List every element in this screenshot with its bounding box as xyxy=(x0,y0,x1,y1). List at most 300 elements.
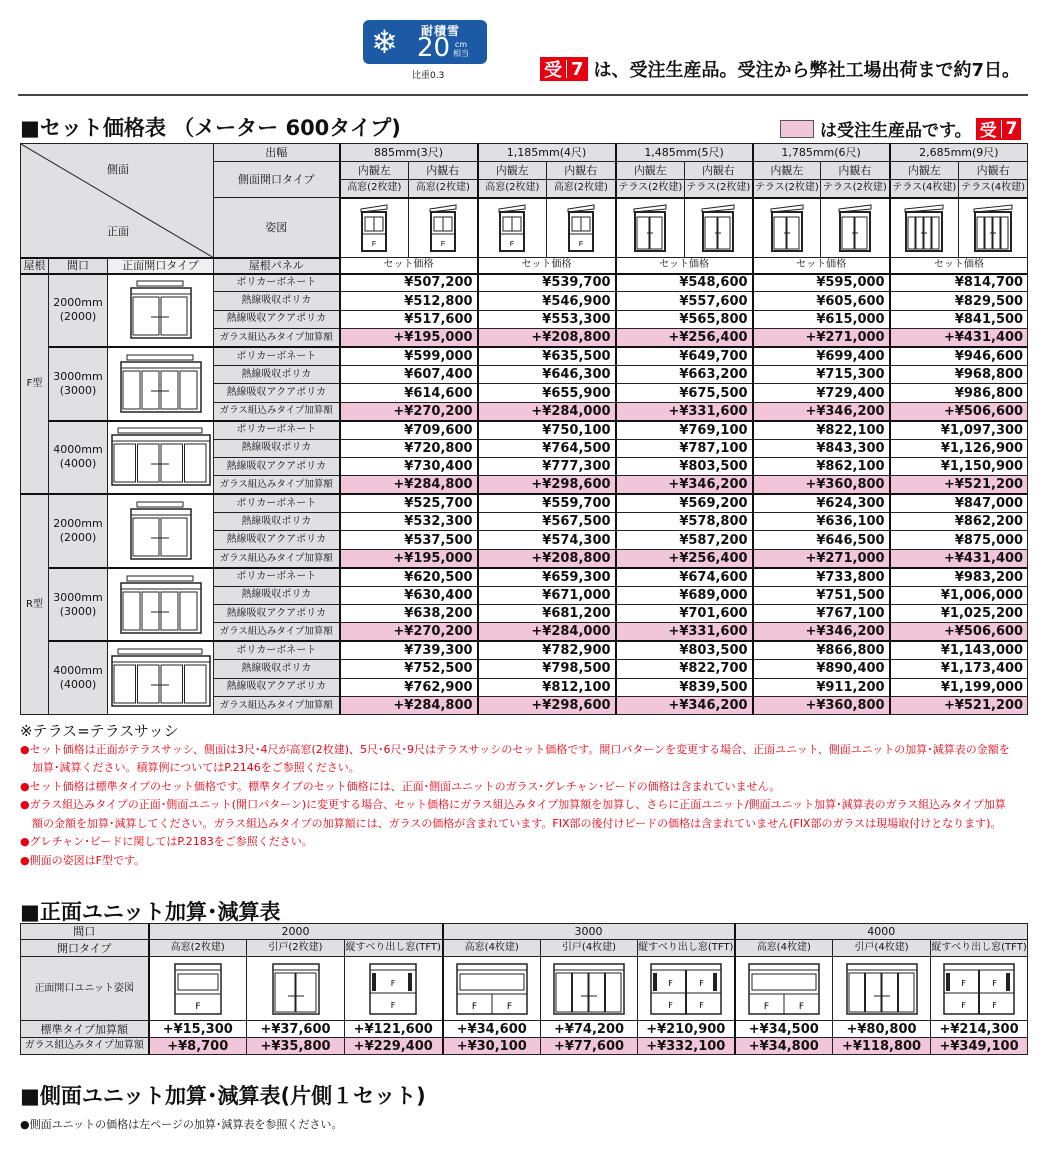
note-line: ●グレチャン･ビードに関してはP.2183をご参照ください。 xyxy=(20,835,313,848)
standard-price: +¥37,600 xyxy=(247,1021,345,1038)
roof-panel-label: ポリカーボネート xyxy=(214,421,340,439)
price-cell: ¥1,150,900 xyxy=(890,457,1028,475)
snow-load-value: 20 xyxy=(417,33,451,63)
price-cell: ¥525,700 xyxy=(340,494,478,512)
side-opening-type: テラス(2枚建) xyxy=(821,180,890,198)
svg-text:F: F xyxy=(578,240,583,248)
price-cell: +¥346,200 xyxy=(753,402,890,420)
price-cell: ¥607,400 xyxy=(340,365,478,383)
made-to-order-text: は、受注生産品。受注から弊社工場出荷まで約7日。 xyxy=(593,60,1021,81)
made-to-order-badge: 受 7 xyxy=(540,57,588,81)
price-cell: ¥565,800 xyxy=(616,310,753,328)
svg-text:F: F xyxy=(961,978,966,988)
roof-panel-label: ポリカーボネート xyxy=(214,568,340,586)
roof-panel-label: ポリカーボネート xyxy=(214,274,340,292)
snow-load-label: 耐積雪 xyxy=(421,24,461,38)
price-cell: ¥769,100 xyxy=(616,421,753,439)
price-cell: ¥646,500 xyxy=(753,531,890,549)
price-cell: ¥822,700 xyxy=(616,660,753,678)
price-cell: ¥559,700 xyxy=(478,494,616,512)
side-direction: 内観左 xyxy=(340,162,409,180)
price-cell: ¥649,700 xyxy=(616,347,753,365)
price-cell: ¥689,000 xyxy=(616,586,753,604)
notes xyxy=(20,722,1030,870)
legend-text: は受注生産品です。 xyxy=(820,121,972,141)
side-unit-note: ●側面ユニットの価格は左ページの加算･減算表を参照ください。 xyxy=(20,1118,343,1131)
standard-price: +¥214,300 xyxy=(931,1021,1028,1038)
price-cell: ¥699,400 xyxy=(753,347,890,365)
frontage-cell: 4000mm (4000) xyxy=(49,641,108,715)
price-cell: ¥701,600 xyxy=(616,605,753,623)
unit-elevation-figure xyxy=(345,957,443,1021)
price-cell: +¥298,600 xyxy=(478,696,616,714)
price-cell: ¥911,200 xyxy=(753,678,890,696)
glass-price: +¥35,800 xyxy=(247,1038,345,1055)
price-cell: ¥812,100 xyxy=(478,678,616,696)
roof-type: R型 xyxy=(21,494,49,715)
side-type-label: 側面開口タイプ xyxy=(214,162,340,198)
price-cell: ¥567,500 xyxy=(478,513,616,531)
price-cell: ¥675,500 xyxy=(616,384,753,402)
width-header: 2,685mm(9尺) xyxy=(890,144,1028,162)
snow-load-badge xyxy=(363,20,487,64)
side-elevation-figure xyxy=(821,198,890,258)
roof-panel-label: ガラス組込みタイプ加算額 xyxy=(214,623,340,641)
side-direction: 内観右 xyxy=(409,162,478,180)
glass-price: +¥8,700 xyxy=(149,1038,247,1055)
side-direction: 内観右 xyxy=(685,162,753,180)
side-elevation-figure xyxy=(890,198,959,258)
price-cell: ¥624,300 xyxy=(753,494,890,512)
price-cell: ¥720,800 xyxy=(340,439,478,457)
price-cell: +¥256,400 xyxy=(616,329,753,347)
price-row xyxy=(21,568,1028,586)
glass-price: +¥349,100 xyxy=(931,1038,1028,1055)
svg-text:F: F xyxy=(961,1000,966,1010)
standard-price: +¥80,800 xyxy=(833,1021,931,1038)
svg-text:F: F xyxy=(698,978,704,988)
glass-price: +¥229,400 xyxy=(345,1038,443,1055)
price-cell: +¥271,000 xyxy=(753,329,890,347)
svg-text:F: F xyxy=(992,978,997,988)
price-cell: ¥847,000 xyxy=(890,494,1028,512)
unit-elevation-figure xyxy=(931,957,1028,1021)
unit-figure-label: 正面開口ユニット姿図 xyxy=(21,957,149,1021)
price-cell: ¥614,600 xyxy=(340,384,478,402)
set-price-table xyxy=(20,143,1028,715)
roof-panel-label: 熱線吸収ポリカ xyxy=(214,292,340,310)
divider xyxy=(18,94,1028,96)
price-cell: ¥1,097,300 xyxy=(890,421,1028,439)
price-cell: ¥767,100 xyxy=(753,605,890,623)
svg-text:F: F xyxy=(195,1001,201,1012)
terrace-note: ※テラス=テラスサッシ xyxy=(20,722,179,740)
roof-type: F型 xyxy=(21,274,49,495)
roof-panel-label: 熱線吸収アクアポリカ xyxy=(214,531,340,549)
price-cell: +¥521,200 xyxy=(890,476,1028,494)
price-cell: ¥646,300 xyxy=(478,365,616,383)
price-cell: ¥777,300 xyxy=(478,457,616,475)
roof-panel-label: ガラス組込みタイプ加算額 xyxy=(214,549,340,567)
price-cell: ¥875,000 xyxy=(890,531,1028,549)
side-opening-type: 高窓(2枚建) xyxy=(547,180,616,198)
svg-text:F: F xyxy=(992,1000,997,1010)
panel-header: 屋根パネル xyxy=(214,258,340,274)
svg-text:F: F xyxy=(390,1000,396,1010)
price-cell: ¥630,400 xyxy=(340,586,478,604)
svg-text:F: F xyxy=(372,240,377,248)
standard-label: 標準タイプ加算額 xyxy=(21,1021,149,1038)
frontage-cell: 2000mm (2000) xyxy=(49,274,108,348)
price-cell: ¥729,400 xyxy=(753,384,890,402)
side-direction: 内観左 xyxy=(616,162,685,180)
side-label: 側面 xyxy=(107,163,129,176)
svg-text:F: F xyxy=(440,240,445,248)
price-cell: ¥862,200 xyxy=(890,513,1028,531)
glass-price: +¥30,100 xyxy=(443,1038,541,1055)
glass-price: +¥77,600 xyxy=(541,1038,638,1055)
side-direction: 内観左 xyxy=(753,162,821,180)
price-cell: +¥506,600 xyxy=(890,402,1028,420)
price-cell: ¥798,500 xyxy=(478,660,616,678)
front-elevation-figure xyxy=(108,494,214,568)
price-cell: ¥814,700 xyxy=(890,274,1028,292)
price-cell: +¥298,600 xyxy=(478,476,616,494)
note-line: ●ガラス組込みタイプの正面･側面ユニット(開口パターン)に変更する場合、セット価格にガラス組込みタイプ加算額を加算し、さらに正面ユニット/側面ユニット加算･減算表のガラス組込みタイプ加算 xyxy=(20,798,1006,811)
pink-legend xyxy=(780,116,1021,141)
price-cell: ¥841,500 xyxy=(890,310,1028,328)
note-line: ●セット価格は正面がテラスサッシ、側面は3尺･4尺が高窓(2枚建)、5尺･6尺･9尺はテラスサッシのセット価格です。開口パターンを変更する場合、正面ユニット、側面ユニットの加算･減算表の金額を xyxy=(20,742,1010,756)
price-cell: ¥620,500 xyxy=(340,568,478,586)
price-row xyxy=(21,494,1028,512)
price-cell: ¥782,900 xyxy=(478,641,616,659)
side-direction: 内観右 xyxy=(547,162,616,180)
corner-cell xyxy=(21,144,214,258)
price-row xyxy=(21,421,1028,439)
price-cell: ¥762,900 xyxy=(340,678,478,696)
front-unit-title: ■正面ユニット加算･減算表 xyxy=(20,900,281,924)
frontage-label: 間口 xyxy=(21,924,149,940)
price-cell: +¥360,800 xyxy=(753,696,890,714)
price-cell: ¥635,500 xyxy=(478,347,616,365)
front-elevation-figure xyxy=(108,568,214,642)
price-cell: ¥681,200 xyxy=(478,605,616,623)
roof-panel-label: ガラス組込みタイプ加算額 xyxy=(214,329,340,347)
price-cell: ¥1,006,000 xyxy=(890,586,1028,604)
set-price-header: セット価格 xyxy=(753,258,890,274)
price-cell: ¥751,500 xyxy=(753,586,890,604)
made-to-order-badge: 受 7 xyxy=(976,118,1022,140)
price-cell: +¥331,600 xyxy=(616,623,753,641)
price-cell: ¥946,600 xyxy=(890,347,1028,365)
roof-panel-label: 熱線吸収アクアポリカ xyxy=(214,605,340,623)
price-cell: +¥331,600 xyxy=(616,402,753,420)
price-cell: +¥284,000 xyxy=(478,623,616,641)
price-cell: ¥1,199,000 xyxy=(890,678,1028,696)
price-cell: +¥284,800 xyxy=(340,476,478,494)
unit-elevation-figure xyxy=(638,957,735,1021)
side-elevation-figure xyxy=(547,198,616,258)
pink-swatch xyxy=(780,120,814,138)
price-cell: +¥208,800 xyxy=(478,549,616,567)
price-cell: ¥553,300 xyxy=(478,310,616,328)
price-cell: +¥270,200 xyxy=(340,623,478,641)
roof-panel-label: ポリカーボネート xyxy=(214,641,340,659)
glass-price: +¥34,800 xyxy=(735,1038,833,1055)
note-line: 額の金額を加算･減算してください。ガラス組込みタイプの加算額には、ガラスの価格が含まれています。FIX部の後付けビードの価格は含まれていません(FIX部のガラスは現場取付けとなります)。 xyxy=(32,816,1002,830)
price-cell: ¥595,000 xyxy=(753,274,890,292)
front-type-header: 正面開口タイプ xyxy=(108,258,214,274)
frontage-cell: 3000mm (3000) xyxy=(49,568,108,642)
price-cell: ¥507,200 xyxy=(340,274,478,292)
side-opening-type: テラス(2枚建) xyxy=(685,180,753,198)
width-header: 1,185mm(4尺) xyxy=(478,144,616,162)
roof-panel-label: 熱線吸収ポリカ xyxy=(214,660,340,678)
price-cell: +¥195,000 xyxy=(340,549,478,567)
roof-panel-label: 熱線吸収アクアポリカ xyxy=(214,457,340,475)
set-price-header: セット価格 xyxy=(616,258,753,274)
made-to-order-note xyxy=(540,56,1020,82)
front-elevation-figure xyxy=(108,274,214,348)
price-cell: ¥574,300 xyxy=(478,531,616,549)
frontage-group-header: 4000 xyxy=(735,924,1028,940)
roof-header: 屋根 xyxy=(21,258,49,274)
standard-price: +¥74,200 xyxy=(541,1021,638,1038)
price-cell: ¥636,100 xyxy=(753,513,890,531)
side-elevation-figure xyxy=(340,198,409,258)
price-cell: +¥195,000 xyxy=(340,329,478,347)
opening-type: 高窓(2枚建) xyxy=(149,940,247,957)
price-cell: ¥968,800 xyxy=(890,365,1028,383)
frontage-group-header: 2000 xyxy=(149,924,443,940)
svg-text:F: F xyxy=(698,1000,704,1010)
price-cell: ¥532,300 xyxy=(340,513,478,531)
price-cell: ¥709,600 xyxy=(340,421,478,439)
price-cell: ¥803,500 xyxy=(616,641,753,659)
price-cell: ¥578,800 xyxy=(616,513,753,531)
price-cell: ¥715,300 xyxy=(753,365,890,383)
svg-text:F: F xyxy=(471,1001,477,1012)
front-elevation-figure xyxy=(108,347,214,421)
unit-elevation-figure xyxy=(443,957,541,1021)
roof-panel-label: 熱線吸収ポリカ xyxy=(214,365,340,383)
unit-elevation-figure xyxy=(541,957,638,1021)
note-line: ●セット価格は標準タイプのセット価格です。標準タイプのセット価格には、正面･側面ユニットのガラス･グレチャン･ビードの価格は含まれていません。 xyxy=(20,779,781,793)
note-line: 加算･減算ください。積算例についてはP.2146をご参照ください。 xyxy=(32,761,360,774)
specific-gravity-label: 比重0.3 xyxy=(412,71,445,81)
price-cell: +¥208,800 xyxy=(478,329,616,347)
standard-price: +¥34,600 xyxy=(443,1021,541,1038)
side-elevation-figure xyxy=(959,198,1028,258)
price-cell: ¥739,300 xyxy=(340,641,478,659)
price-cell: +¥271,000 xyxy=(753,549,890,567)
price-cell: ¥546,900 xyxy=(478,292,616,310)
svg-text:F: F xyxy=(763,1001,769,1012)
set-price-title: ■セット価格表 （メーター 600タイプ) xyxy=(20,116,401,140)
price-cell: ¥839,500 xyxy=(616,678,753,696)
glass-price: +¥118,800 xyxy=(833,1038,931,1055)
opening-type: 引戸(2枚建) xyxy=(247,940,345,957)
price-cell: ¥822,100 xyxy=(753,421,890,439)
unit-elevation-figure xyxy=(247,957,345,1021)
price-cell: ¥1,126,900 xyxy=(890,439,1028,457)
front-label: 正面 xyxy=(107,225,129,238)
price-cell: +¥284,800 xyxy=(340,696,478,714)
svg-text:F: F xyxy=(510,240,515,248)
price-cell: ¥557,600 xyxy=(616,292,753,310)
price-cell: +¥506,600 xyxy=(890,623,1028,641)
width-header: 1,485mm(5尺) xyxy=(616,144,753,162)
opening-type-label: 開口タイプ xyxy=(21,940,149,957)
side-opening-type: テラス(4枚建) xyxy=(959,180,1028,198)
price-cell: ¥986,800 xyxy=(890,384,1028,402)
price-cell: ¥605,600 xyxy=(753,292,890,310)
side-opening-type: 高窓(2枚建) xyxy=(478,180,547,198)
width-header: 885mm(3尺) xyxy=(340,144,478,162)
roof-panel-label: 熱線吸収ポリカ xyxy=(214,513,340,531)
price-cell: ¥569,200 xyxy=(616,494,753,512)
price-cell: ¥659,300 xyxy=(478,568,616,586)
roof-panel-label: 熱線吸収ポリカ xyxy=(214,586,340,604)
svg-text:F: F xyxy=(506,1001,512,1012)
standard-price: +¥15,300 xyxy=(149,1021,247,1038)
frontage-cell: 3000mm (3000) xyxy=(49,347,108,421)
side-elevation-figure xyxy=(478,198,547,258)
price-cell: ¥599,000 xyxy=(340,347,478,365)
price-cell: ¥733,800 xyxy=(753,568,890,586)
roof-panel-label: ポリカーボネート xyxy=(214,494,340,512)
front-elevation-figure xyxy=(108,421,214,495)
price-row xyxy=(21,347,1028,365)
price-cell: ¥983,200 xyxy=(890,568,1028,586)
standard-price: +¥121,600 xyxy=(345,1021,443,1038)
price-cell: +¥431,400 xyxy=(890,549,1028,567)
price-cell: ¥1,025,200 xyxy=(890,605,1028,623)
price-cell: ¥803,500 xyxy=(616,457,753,475)
price-cell: ¥655,900 xyxy=(478,384,616,402)
price-cell: ¥890,400 xyxy=(753,660,890,678)
standard-price: +¥210,900 xyxy=(638,1021,735,1038)
snow-load-unit: cm 相当 xyxy=(453,40,469,58)
set-price-header: セット価格 xyxy=(340,258,478,274)
price-cell: ¥764,500 xyxy=(478,439,616,457)
price-cell: +¥346,200 xyxy=(753,623,890,641)
price-cell: ¥638,200 xyxy=(340,605,478,623)
price-cell: ¥829,500 xyxy=(890,292,1028,310)
side-direction: 内観左 xyxy=(478,162,547,180)
price-cell: ¥674,600 xyxy=(616,568,753,586)
price-cell: ¥671,000 xyxy=(478,586,616,604)
price-row xyxy=(21,641,1028,659)
price-cell: ¥615,000 xyxy=(753,310,890,328)
roof-panel-label: 熱線吸収アクアポリカ xyxy=(214,678,340,696)
side-opening-type: テラス(2枚建) xyxy=(616,180,685,198)
roof-panel-label: ガラス組込みタイプ加算額 xyxy=(214,476,340,494)
svg-text:F: F xyxy=(390,978,396,988)
opening-type: 縦すべり出し窓(TFT) xyxy=(345,940,443,957)
price-cell: ¥512,800 xyxy=(340,292,478,310)
roof-panel-label: ガラス組込みタイプ加算額 xyxy=(214,402,340,420)
side-elevation-figure xyxy=(753,198,821,258)
width-header: 1,785mm(6尺) xyxy=(753,144,890,162)
note-line: ●側面の姿図はF型です。 xyxy=(20,853,146,867)
price-cell: ¥750,100 xyxy=(478,421,616,439)
roof-panel-label: ポリカーボネート xyxy=(214,347,340,365)
frontage-cell: 2000mm (2000) xyxy=(49,494,108,568)
price-cell: ¥539,700 xyxy=(478,274,616,292)
front-unit-table xyxy=(20,923,1028,1055)
unit-elevation-figure xyxy=(833,957,931,1021)
roof-panel-label: 熱線吸収アクアポリカ xyxy=(214,384,340,402)
side-direction: 内観右 xyxy=(821,162,890,180)
glass-label: ガラス組込みタイプ加算額 xyxy=(21,1038,149,1055)
svg-text:F: F xyxy=(667,1000,673,1010)
price-cell: ¥548,600 xyxy=(616,274,753,292)
price-cell: +¥256,400 xyxy=(616,549,753,567)
unit-elevation-figure xyxy=(149,957,247,1021)
price-row xyxy=(21,274,1028,292)
opening-type: 高窓(4枚建) xyxy=(443,940,541,957)
frontage-cell: 4000mm (4000) xyxy=(49,421,108,495)
price-cell: +¥346,200 xyxy=(616,696,753,714)
figure-label: 姿図 xyxy=(214,198,340,258)
price-cell: +¥521,200 xyxy=(890,696,1028,714)
price-cell: ¥1,143,000 xyxy=(890,641,1028,659)
front-elevation-figure xyxy=(108,641,214,715)
side-unit-title: ■側面ユニット加算･減算表(片側１セット) xyxy=(20,1084,426,1108)
price-cell: ¥730,400 xyxy=(340,457,478,475)
price-cell: ¥537,500 xyxy=(340,531,478,549)
frontage-header: 間口 xyxy=(49,258,108,274)
price-cell: ¥752,500 xyxy=(340,660,478,678)
roof-panel-label: 熱線吸収ポリカ xyxy=(214,439,340,457)
side-direction: 内観右 xyxy=(959,162,1028,180)
opening-type: 縦すべり出し窓(TFT) xyxy=(638,940,735,957)
side-elevation-figure xyxy=(616,198,685,258)
price-cell: ¥843,300 xyxy=(753,439,890,457)
roof-panel-label: 熱線吸収アクアポリカ xyxy=(214,310,340,328)
price-cell: ¥866,800 xyxy=(753,641,890,659)
opening-type: 高窓(4枚建) xyxy=(735,940,833,957)
price-cell: ¥787,100 xyxy=(616,439,753,457)
svg-text:F: F xyxy=(798,1001,804,1012)
price-cell: +¥346,200 xyxy=(616,476,753,494)
snowflake-icon: ❄ xyxy=(371,23,398,61)
side-opening-type: テラス(2枚建) xyxy=(753,180,821,198)
price-cell: ¥517,600 xyxy=(340,310,478,328)
width-label: 出幅 xyxy=(214,144,340,162)
frontage-group-header: 3000 xyxy=(443,924,735,940)
price-cell: ¥862,100 xyxy=(753,457,890,475)
side-elevation-figure xyxy=(685,198,753,258)
price-cell: ¥587,200 xyxy=(616,531,753,549)
price-cell: +¥270,200 xyxy=(340,402,478,420)
side-opening-type: 高窓(2枚建) xyxy=(340,180,409,198)
set-price-header: セット価格 xyxy=(890,258,1028,274)
price-cell: ¥663,200 xyxy=(616,365,753,383)
side-direction: 内観左 xyxy=(890,162,959,180)
side-opening-type: テラス(4枚建) xyxy=(890,180,959,198)
roof-panel-label: ガラス組込みタイプ加算額 xyxy=(214,696,340,714)
opening-type: 縦すべり出し窓(TFT) xyxy=(931,940,1028,957)
price-cell: +¥431,400 xyxy=(890,329,1028,347)
side-elevation-figure xyxy=(409,198,478,258)
glass-price: +¥332,100 xyxy=(638,1038,735,1055)
svg-text:F: F xyxy=(667,978,673,988)
unit-elevation-figure xyxy=(735,957,833,1021)
set-price-header: セット価格 xyxy=(478,258,616,274)
standard-price: +¥34,500 xyxy=(735,1021,833,1038)
